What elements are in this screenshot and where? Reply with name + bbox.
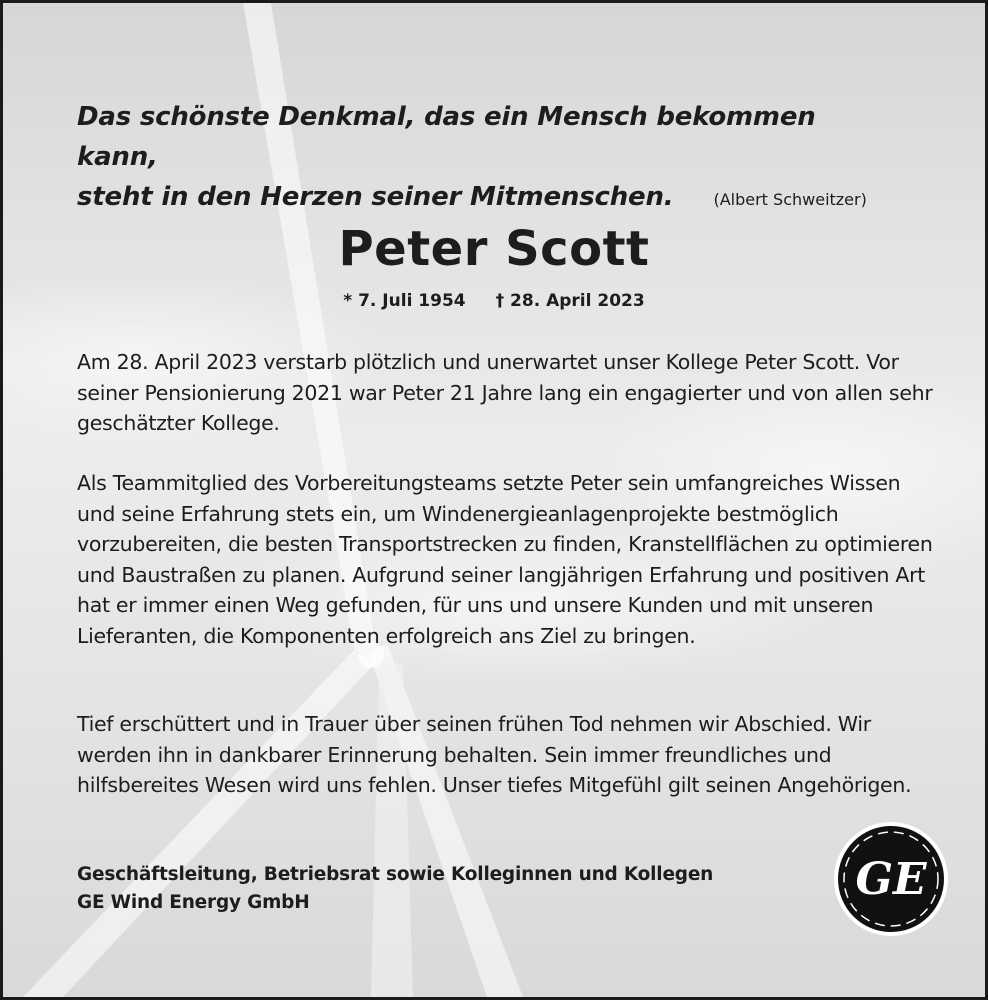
birth-date: * 7. Juli 1954 <box>343 291 466 311</box>
life-dates <box>3 289 985 313</box>
quote-line-2-text: steht in den Herzen seiner Mitmenschen. <box>77 182 674 212</box>
signature-company: GE Wind Energy GmbH <box>77 892 310 913</box>
paragraph-career: Als Teammitglied des Vorbereitungsteams setzte Peter sein umfangreiches Wissen und seine Erfahrung stets ein, um Windenergieanlagenprojekte bestmöglich vorzubereiten, die besten Transportstrecken zu finden, Kranstellflächen zu optimieren und Baustraßen zu planen. Aufgrund seiner langjährigen Erfahrung und positiven Art hat er immer einen Weg gefunden, für uns und unsere Kunden und mit unseren Lieferanten, die Komponenten erfolgreich ans Ziel zu bringen. <box>77 471 933 648</box>
quote-source: (Albert Schweitzer) <box>713 190 867 209</box>
paragraph-farewell: Tief erschüttert und in Trauer über seinen frühen Tod nehmen wir Abschied. Wir werden ihn in dankbarer Erinnerung behalten. Sein immer freundliches und hilfsbereites Wesen wird uns fehlen. Unser tiefes Mitgefühl gilt seinen Angehörigen. <box>77 712 912 797</box>
quote-line-2 <box>77 177 877 220</box>
ge-logo <box>833 821 949 937</box>
quote-line-1: Das schönste Denkmal, das ein Mensch bekommen kann, <box>77 102 816 172</box>
memorial-quote <box>77 97 877 220</box>
signature-line-1: Geschäftsleitung, Betriebsrat sowie Kolleginnen und Kollegen <box>77 864 714 885</box>
signature-block <box>77 861 797 917</box>
death-date: † 28. April 2023 <box>495 291 645 311</box>
paragraph-announcement: Am 28. April 2023 verstarb plötzlich und unerwartet unser Kollege Peter Scott. Vor seiner Pensionierung 2021 war Peter 21 Jahre lang ein engagierter und von allen sehr geschätzter Kollege. <box>77 350 933 435</box>
logo-monogram: GE <box>855 854 927 905</box>
deceased-name: Peter Scott <box>338 221 650 277</box>
